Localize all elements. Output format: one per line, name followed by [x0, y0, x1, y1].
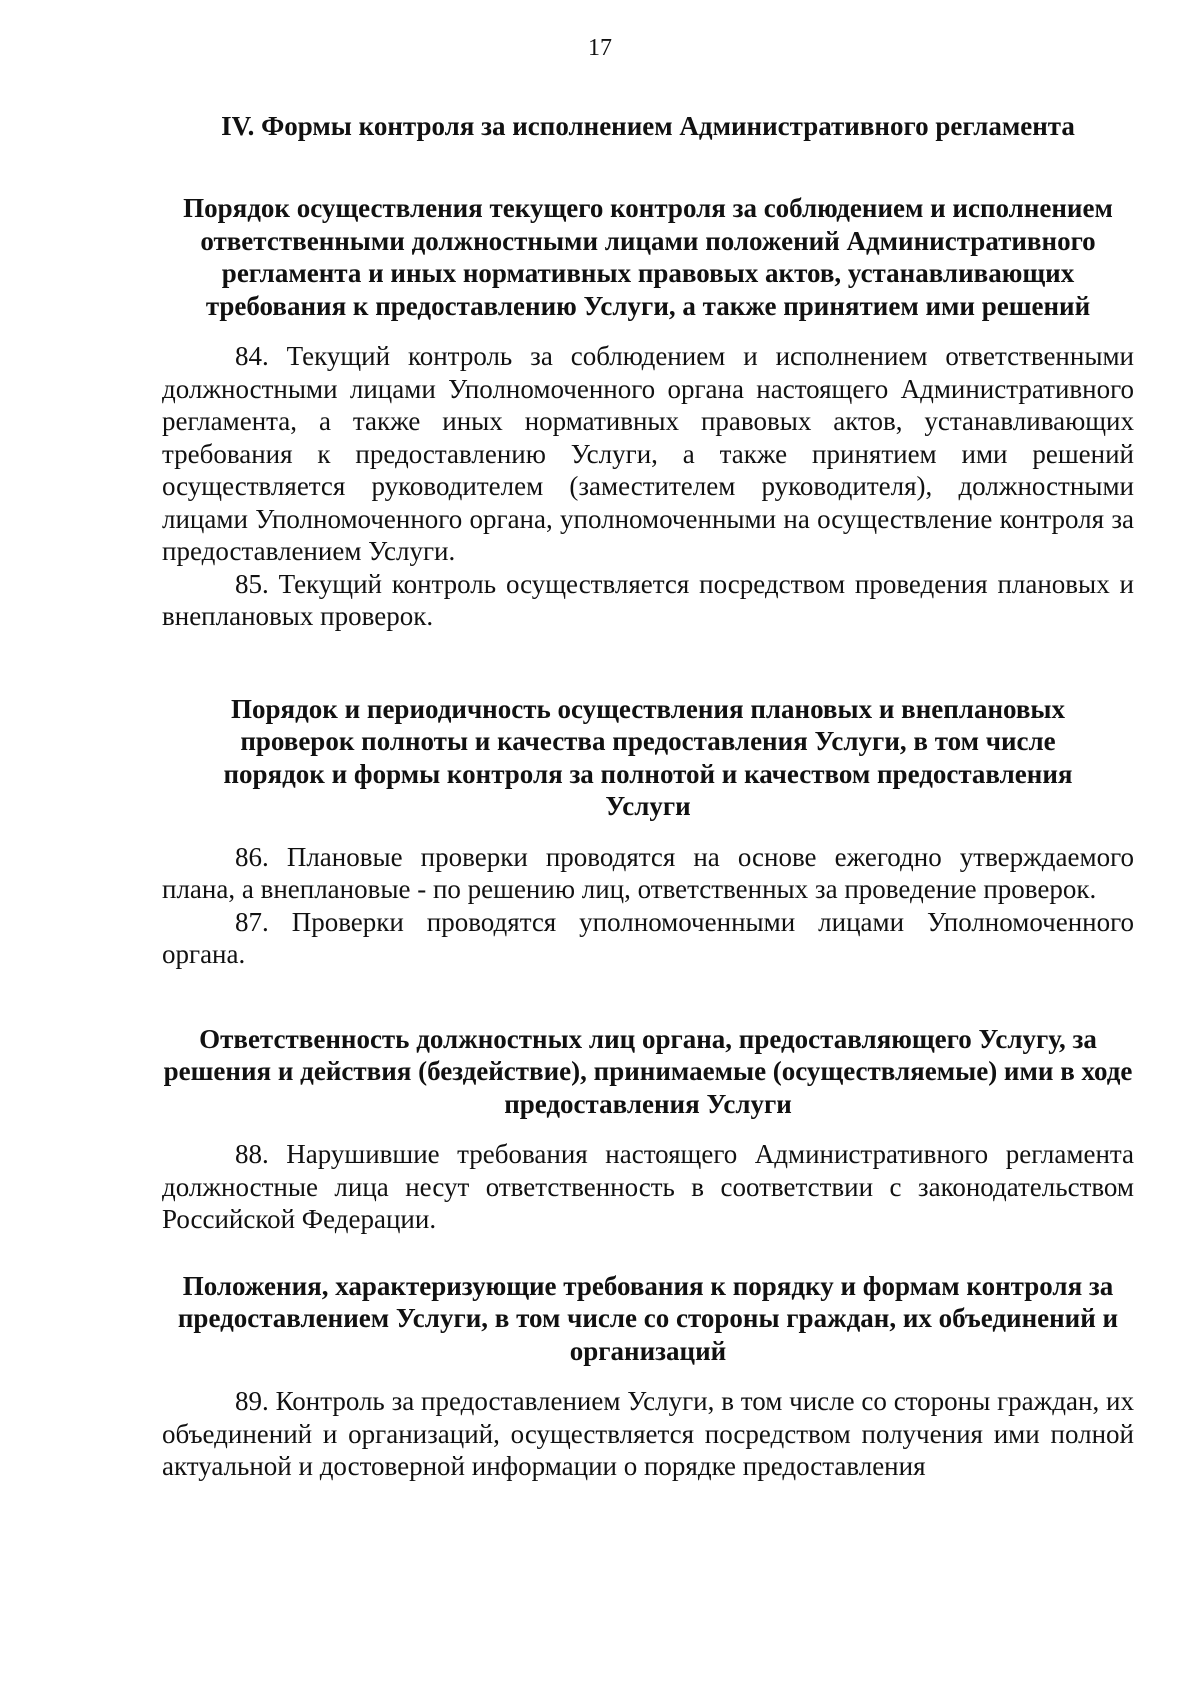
paragraph-88: 88. Нарушившие требования настоящего Административного регламента должностные лица несут ответственность в соответствии с законодательством Российской Федерации. — [162, 1139, 1134, 1234]
section-heading: Положения, характеризующие требования к порядку и формам контроля за предоставлением Услуги, в том числе со стороны граждан, их объединений и организаций — [177, 1270, 1119, 1366]
section-current-control — [162, 192, 1134, 633]
spacer — [162, 633, 1134, 693]
section-inspections — [162, 693, 1134, 971]
spacer — [162, 971, 1134, 1023]
paragraph-84: 84. Текущий контроль за соблюдением и исполнением ответственными должностными лицами Уполномоченного органа настоящего Административного регламента, а также иных нормативных правовых актов, устанавливающих требования к предоставлению Услуги, а также принятием ими решений осуществляется руководителем (заместителем руководителя), должностными лицами Уполномоченного органа, уполномоченными на осуществление контроля за предоставлением Услуги. — [162, 341, 1134, 566]
chapter-title: IV. Формы контроля за исполнением Административного регламента — [221, 111, 1075, 141]
section-heading: Порядок и периодичность осуществления плановых и внеплановых проверок полноты и качества предоставления Услуги, в том числе порядок и формы контроля за полнотой и качеством предоставления Услуги — [223, 693, 1073, 821]
paragraph-86: 86. Плановые проверки проводятся на основе ежегодно утверждаемого плана, а внеплановые - по решению лиц, ответственных за проведение проверок. — [162, 841, 1134, 904]
paragraph-85: 85. Текущий контроль осуществляется посредством проведения плановых и внеплановых проверок. — [162, 568, 1134, 631]
paragraph-89: 89. Контроль за предоставлением Услуги, в том числе со стороны граждан, их объединений и организаций, осуществляется посредством получения ими полной актуальной и достоверной информации о порядке предоставления — [162, 1386, 1134, 1481]
section-public-control — [162, 1270, 1134, 1483]
section-heading: Ответственность должностных лиц органа, предоставляющего Услугу, за решения и действия (бездействие), принимаемые (осуществляемые) ими в ходе предоставления Услуги — [163, 1023, 1133, 1119]
page-number: 17 — [588, 35, 612, 61]
spacer — [162, 1236, 1134, 1270]
section-responsibility — [162, 1023, 1134, 1236]
section-heading: Порядок осуществления текущего контроля за соблюдением и исполнением ответственными должностными лицами положений Административного регламента и иных нормативных правовых актов, устанавливающих требования к предоставлению Услуги, а также принятием ими решений — [183, 193, 1113, 321]
paragraph-87: 87. Проверки проводятся уполномоченными лицами Уполномоченного органа. — [162, 906, 1134, 969]
document-body — [162, 110, 1134, 1483]
